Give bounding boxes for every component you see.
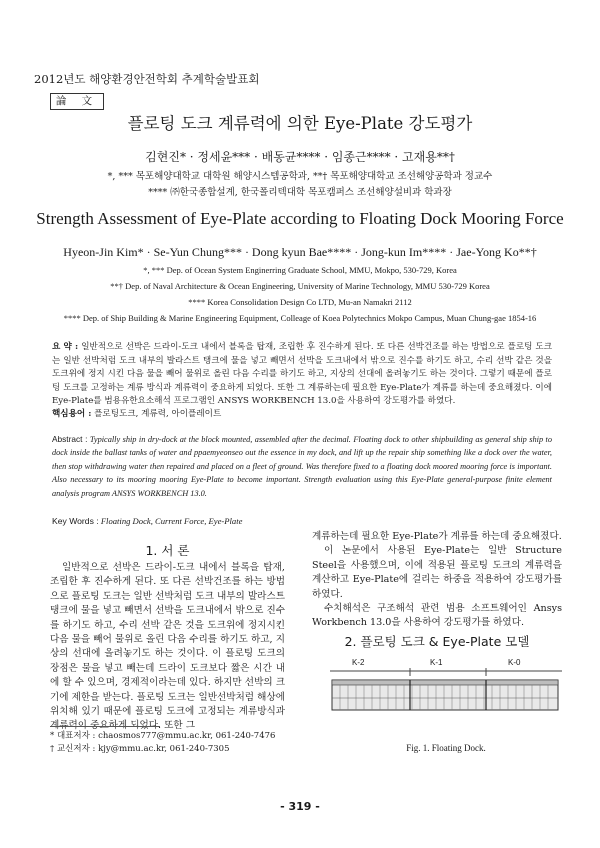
footnote-divider (50, 726, 160, 727)
paper-tag: 論 文 (50, 93, 104, 110)
keywords-korean-text: 플로팅도크, 계류력, 아이플레이트 (94, 409, 222, 419)
affiliation-korean-2: **** ㈜한국종합설계, 한국폴리텍대학 목포캠퍼스 조선해양설비과 학과장 (148, 187, 452, 198)
abstract-english-text: Typically ship in dry-dock at the block mounted, assembled after the decimal. Floating dock to other shipbuilding as general ship ship to dock inside the ballast tanks of water and ppaemyeonseo out the essence in my dock, and lift up the repair ship something like a dock over the water, then stop withdrawing water then repaired and placed on a fleet of ground. Was therefore fixed to a floating dock moored mooring force is important. Also necessary to its mooring mooring Eye-Plate to become important. Strength evaluation using this Eye-Plate general-purpose finite element analysis program ANSYS WORKBENCH 13.0. (52, 435, 552, 498)
abstract-korean (52, 341, 552, 409)
abstract-english (52, 433, 552, 500)
affiliation-english-3: **** Korea Consolidation Design Co LTD, Mu-an Namakri 2112 (188, 297, 412, 307)
right-paragraph-1: 계류하는데 필요한 Eye-Plate가 계류를 하는데 중요해졌다. (312, 531, 562, 542)
title-english: Strength Assessment of Eye-Plate according to Floating Dock Mooring Force (36, 209, 564, 228)
abstract-english-label: Abstract : (52, 434, 88, 444)
section-1-title: 1. 서 론 (145, 543, 190, 558)
section-1-paragraph: 일반적으로 선박은 드라이-도크 내에서 블록을 탑재, 조립한 후 진수하게 된다. 또 다른 선박건조를 하는 방법으로 플로팅 도크는 일반 선박처럼 도크 내부의 발라스트 탱크에 물을 넣고 빼면서 선박을 도크내에서 밖으로 진수를 하기도 하고, 수리 선박 같은 것을 도크위에 정지시킨 다음 물을 빼어 물위로 올린 다음 수리를 하기도 하고, 지상의 선대에 올려놓기도 하는 것이다. 이 플로팅 도크의 장점은 물을 넣고 빼는데 드라이 도크보다 짧은 시간 내에 할 수 있으며, 경제적이라는데 있다. 하지만 선박의 크기에 제한을 받는다. 플로팅 도크는 일반선박처럼 해상에 위치해 있기 때문에 플로팅 도크에 고정되는 계류방식과 계류력이 중요하게 되었다. 또한 그 (50, 562, 285, 732)
title-korean: 플로팅 도크 계류력에 의한 Eye-Plate 강도평가 (127, 114, 473, 133)
footnote-corresponding-author: † 교신저자 : kjy@mmu.ac.kr, 061-240-7305 (50, 744, 230, 754)
right-paragraph-2: 이 논문에서 사용된 Eye-Plate는 일반 Structure Steel을 사용했으며, 이에 적용된 플로팅 도크의 계류력을 계산하고 Eye-Plate에 걸리는 하중을 적용하여 강도평가를 하였다. (312, 545, 562, 600)
figure-label-k0: K-0 (508, 658, 521, 667)
abstract-korean-label: 요 약 : (52, 342, 79, 352)
keywords-korean (52, 408, 552, 422)
section-1-body (50, 561, 285, 734)
abstract-korean-text: 일반적으로 선박은 드라이-도크 내에서 블록을 탑재, 조립한 후 진수하게 된다. 또 다른 선박건조를 하는 방법으로 플로팅 도크는 일반 선박처럼 도크 내부의 발라스트 탱크에 물을 넣고 빼면서 선박을 도크내에서 밖으로 진수를 하기도 하고, 수리 선박 같은 것을 도크위에 정지 시킨 다음 물을 빼어 물위로 올린 다음 수리를 하기도 하고, 지상의 선대에 올려놓기도 하는 것이다. 그렇기 때문에 플로팅 도크를 고정하는 계류 방식과 계류력이 중요하게 되었다. 또한 그 계류하는데 필요한 Eye-Plate가 계류를 하는데 중요해졌다. 이에 Eye-Plate를 범용유한요소해석 프로그램인 ANSYS WORKBENCH 13.0을 사용하여 강도평가를 하였다. (52, 342, 553, 407)
affiliation-english-4: **** Dep. of Ship Building & Marine Engineering Equipment, Colleage of Koea Polytechnics Mokpo Campus, Muan Chung-gae 1854-16 (63, 313, 537, 323)
section-2-title: 2. 플로팅 도크 & Eye-Plate 모델 (344, 634, 530, 649)
authors-korean: 김현진* · 정세윤*** · 배동균**** · 임종근**** · 고재용**† (145, 150, 455, 164)
keywords-english-text: Floating Dock, Current Force, Eye-Plate (100, 516, 243, 526)
keywords-english (52, 516, 242, 526)
right-paragraph-3: 수치해석은 구조해석 관련 범용 소프트웨어인 Ansys Workbench 13.0을 사용하여 강도평가를 하였다. (312, 603, 562, 629)
page-number: - 319 - (280, 800, 320, 813)
keywords-korean-label: 핵심용어 : (52, 409, 92, 419)
floating-dock-figure (330, 660, 562, 710)
authors-english: Hyeon-Jin Kim* · Se-Yun Chung*** · Dong kyun Bae**** · Jong-kun Im**** · Jae-Yong Ko**† (63, 245, 537, 259)
conference-header: 2012년도 해양환경안전학회 추계학술발표회 (34, 72, 260, 86)
figure-caption: Fig. 1. Floating Dock. (406, 743, 486, 753)
footnote-corresponding-first: * 대표저자 : chaosmos777@mmu.ac.kr, 061-240-7476 (50, 731, 276, 741)
figure-label-k2: K-2 (352, 658, 365, 667)
footnotes (50, 730, 275, 756)
affiliation-english-1: *, *** Dep. of Ocean System Enginerring Graduate School, MMU, Mokpo, 530-729, Korea (143, 265, 457, 275)
right-column-body (312, 530, 562, 631)
affiliation-english-2: **† Dep. of Naval Architecture & Ocean Engineering, University of Marine Technology, MMU 530-729 Korea (110, 281, 490, 291)
figure-label-k1: K-1 (430, 658, 443, 667)
floating-dock-drawing (330, 668, 562, 718)
keywords-english-label: Key Words : (52, 516, 99, 526)
affiliation-korean-1: *, *** 목포해양대학교 대학원 해양시스템공학과, **† 목포해양대학교 조선해양공학과 정교수 (107, 171, 493, 182)
